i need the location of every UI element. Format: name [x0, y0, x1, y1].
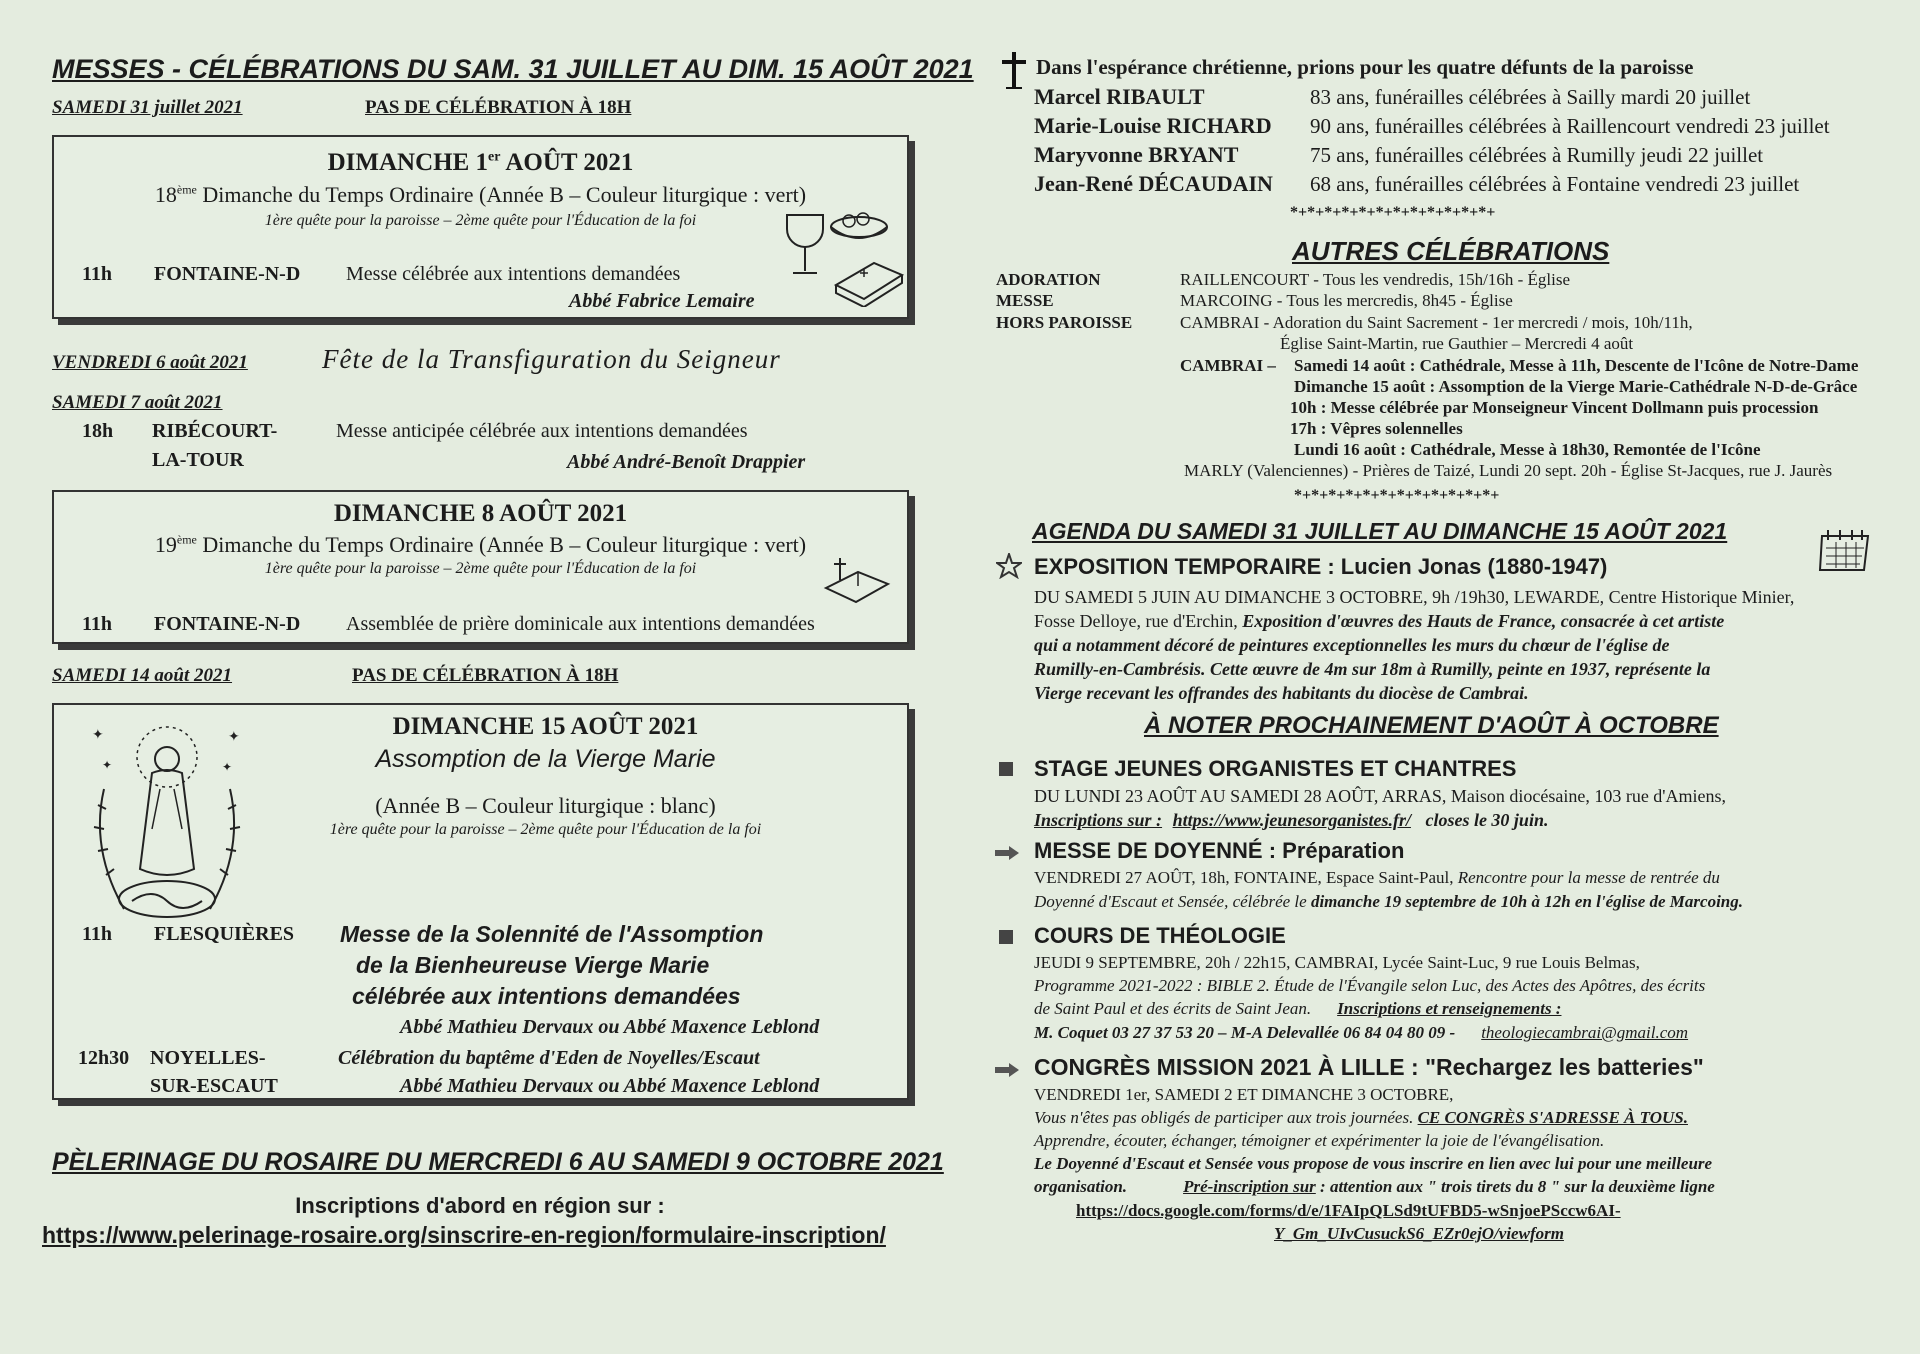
star-icon — [996, 553, 1022, 579]
fri6-feast: Fête de la Transfiguration du Seigneur — [322, 344, 781, 374]
hors-paroisse-value-2: Église Saint-Martin, rue Gauthier – Mercredi 4 août — [1280, 334, 1634, 353]
main-title: MESSES - CÉLÉBRATIONS DU SAM. 31 JUILLET AU DIM. 15 AOÛT 2021 — [52, 54, 974, 84]
svg-text:✦: ✦ — [228, 730, 240, 745]
messe-label: MESSE — [996, 291, 1054, 310]
congres-link-2[interactable]: Y_Gm_UIvCusuckS6_EZr0ejO/viewform — [1274, 1224, 1564, 1243]
arrow-bullet-icon — [994, 1062, 1020, 1078]
baptism-priest: Abbé Mathieu Dervaux ou Abbé Maxence Leblond — [400, 1075, 820, 1097]
sat7-time: 18h — [82, 420, 114, 442]
doyenne-line2: Doyenné d'Escaut et Sensée, célébrée le dimanche 19 septembre de 10h à 12h en l'église de Marcoing. — [1034, 892, 1744, 911]
theologie-title: COURS DE THÉOLOGIE — [1034, 923, 1286, 948]
sunday-8-aug-box — [52, 490, 909, 644]
pelerinage-inscriptions: Inscriptions d'abord en région sur : — [295, 1193, 665, 1218]
sat14-date: SAMEDI 14 août 2021 — [52, 665, 233, 686]
square-bullet-icon — [998, 929, 1014, 945]
expo-line3: qui a notamment décoré de peintures exceptionnelles les murs du chœur de l'église de — [1034, 635, 1670, 655]
square-bullet-icon — [998, 761, 1014, 777]
expo-line4: Rumilly-en-Cambrésis. Cette œuvre de 4m sur 18m à Rumilly, peinte en 1937, représente la — [1034, 659, 1711, 679]
assumption-time: 11h — [82, 923, 113, 945]
marly-line: MARLY (Valenciennes) - Prières de Taizé, Lundi 20 sept. 20h - Église St-Jacques, rue J. Jaurès — [1184, 461, 1833, 480]
baptism-place2: SUR-ESCAUT — [150, 1075, 278, 1097]
expo-line5: Vierge recevant les offrandes des habitants du diocèse de Cambrai. — [1034, 683, 1529, 703]
baptism-desc: Célébration du baptême d'Eden de Noyelles/Escaut — [338, 1047, 760, 1069]
cross-icon — [998, 50, 1030, 90]
defunt-info: 90 ans, funérailles célébrées à Raillencourt vendredi 23 juillet — [1310, 114, 1830, 138]
sunday-1-aug-place: FONTAINE-N-D — [154, 263, 301, 285]
bible-icon — [834, 257, 904, 307]
expo-title: EXPOSITION TEMPORAIRE : Lucien Jonas (1880-1947) — [1034, 554, 1608, 579]
sat7-date: SAMEDI 7 août 2021 — [52, 392, 223, 413]
congres-title: CONGRÈS MISSION 2021 À LILLE : "Rechargez les batteries" — [1034, 1054, 1704, 1080]
cambrai-line2: Dimanche 15 août : Assomption de la Vierge Marie-Cathédrale N-D-de-Grâce — [1294, 377, 1858, 396]
separator-stars-2: *+*+*+*+*+*+*+*+*+*+*+*+ — [1294, 487, 1500, 504]
sat7-priest: Abbé André-Benoît Drappier — [567, 451, 806, 473]
separator-stars: *+*+*+*+*+*+*+*+*+*+*+*+ — [1290, 204, 1496, 221]
doyenne-line1: VENDREDI 27 AOÛT, 18h, FONTAINE, Espace Saint-Paul, Rencontre pour la messe de rentrée du — [1034, 868, 1720, 887]
agenda-title: AGENDA DU SAMEDI 31 JUILLET AU DIMANCHE 15 AOÛT 2021 — [1032, 518, 1728, 544]
sunday-15-aug-quete: 1ère quête pour la paroisse – 2ème quête pour l'Éducation de la foi — [329, 821, 762, 838]
sat31-note: PAS DE CÉLÉBRATION À 18H — [365, 97, 632, 118]
sat7-desc: Messe anticipée célébrée aux intentions demandées — [336, 420, 748, 442]
defunt-info: 75 ans, funérailles célébrées à Rumilly jeudi 22 juillet — [1310, 143, 1764, 167]
congres-line5: organisation. Pré-inscription sur : attention aux " trois tirets du 8 " sur la deuxième ligne — [1034, 1177, 1715, 1196]
assumption-place: FLESQUIÈRES — [154, 923, 295, 945]
dove-bible-icon — [822, 554, 892, 604]
hors-paroisse-label: HORS PAROISSE — [996, 313, 1133, 332]
noter-title: À NOTER PROCHAINEMENT D'AOÛT À OCTOBRE — [1144, 712, 1719, 739]
hors-paroisse-value: CAMBRAI - Adoration du Saint Sacrement - 1er mercredi / mois, 10h/11h, — [1180, 313, 1693, 332]
assumption-line1: Messe de la Solennité de l'Assomption — [340, 921, 764, 947]
congres-line2: Vous n'êtes pas obligés de participer aux trois journées. CE CONGRÈS S'ADRESSE À TOUS. — [1034, 1108, 1688, 1127]
theologie-line4: M. Coquet 03 27 37 53 20 – M-A Delevallée 06 84 04 80 09 - theologiecambrai@gmail.com — [1034, 1023, 1689, 1042]
theologie-line1: JEUDI 9 SEPTEMBRE, 20h / 22h15, CAMBRAI, Lycée Saint-Luc, 9 rue Louis Belmas, — [1034, 953, 1640, 972]
defunt-name: Marcel RIBAULT — [1034, 84, 1205, 109]
adoration-value: RAILLENCOURT - Tous les vendredis, 15h/16h - Église — [1180, 270, 1571, 289]
sat14-note: PAS DE CÉLÉBRATION À 18H — [352, 665, 619, 686]
defunt-name: Marie-Louise RICHARD — [1034, 113, 1272, 138]
cambrai-line4: 17h : Vêpres solennelles — [1290, 419, 1463, 438]
svg-text:✦: ✦ — [222, 760, 233, 774]
baptism-time: 12h30 — [78, 1047, 130, 1069]
sunday-1-aug-subtitle: 18ème Dimanche du Temps Ordinaire (Année B – Couleur liturgique : vert) — [154, 182, 807, 207]
sunday-8-aug-place: FONTAINE-N-D — [154, 613, 301, 635]
congres-link-1[interactable]: https://docs.google.com/forms/d/e/1FAIpQLSd9tUFBD5-wSnjoePSccw6AI- — [1076, 1201, 1621, 1220]
sunday-8-aug-quete: 1ère quête pour la paroisse – 2ème quête pour l'Éducation de la foi — [264, 560, 697, 577]
congres-line1: VENDREDI 1er, SAMEDI 2 ET DIMANCHE 3 OCTOBRE, — [1034, 1085, 1454, 1104]
sat7-place1: RIBÉCOURT- — [152, 420, 278, 442]
sunday-1-aug-time: 11h — [82, 263, 113, 285]
sunday-8-aug-desc: Assemblée de prière dominicale aux intentions demandées — [346, 613, 815, 635]
sunday-1-aug-box — [52, 135, 909, 319]
sunday-1-aug-title: DIMANCHE 1er AOÛT 2021 — [327, 149, 634, 176]
pelerinage-title: PÈLERINAGE DU ROSAIRE DU MERCREDI 6 AU SAMEDI 9 OCTOBRE 2021 — [52, 1148, 944, 1176]
autres-title: AUTRES CÉLÉBRATIONS — [1292, 236, 1610, 266]
assumption-priest: Abbé Mathieu Dervaux ou Abbé Maxence Leblond — [400, 1016, 820, 1038]
stage-line1: DU LUNDI 23 AOÛT AU SAMEDI 28 AOÛT, ARRAS, Maison diocésaine, 103 rue d'Amiens, — [1034, 786, 1727, 806]
sat31-date: SAMEDI 31 juillet 2021 — [52, 97, 243, 118]
defunts-intro: Dans l'espérance chrétienne, prions pour les quatre défunts de la paroisse — [1036, 55, 1694, 79]
baptism-place1: NOYELLES- — [150, 1047, 266, 1069]
adoration-label: ADORATION — [996, 270, 1101, 289]
sunday-15-aug-title: DIMANCHE 15 AOÛT 2021 — [392, 713, 699, 740]
congres-line4: Le Doyenné d'Escaut et Sensée vous propose de vous inscrire en lien avec lui pour une meilleure — [1034, 1154, 1713, 1173]
sunday-8-aug-title: DIMANCHE 8 AOÛT 2021 — [333, 500, 628, 527]
cambrai-line1: Samedi 14 août : Cathédrale, Messe à 11h, Descente de l'Icône de Notre-Dame — [1294, 356, 1859, 375]
fri6-date: VENDREDI 6 août 2021 — [52, 352, 248, 373]
defunt-info: 83 ans, funérailles célébrées à Sailly mardi 20 juillet — [1310, 85, 1751, 109]
defunt-name: Maryvonne BRYANT — [1034, 142, 1239, 167]
assumption-line2: de la Bienheureuse Vierge Marie — [356, 952, 710, 978]
sunday-1-aug-quete: 1ère quête pour la paroisse – 2ème quête pour l'Éducation de la foi — [264, 212, 697, 229]
cambrai-line5: Lundi 16 août : Cathédrale, Messe à 18h30, Remontée de l'Icône — [1294, 440, 1761, 459]
sunday-8-aug-subtitle: 19ème Dimanche du Temps Ordinaire (Année B – Couleur liturgique : vert) — [154, 532, 807, 557]
calendar-icon — [1818, 528, 1872, 574]
theologie-email-link[interactable]: theologiecambrai@gmail.com — [1481, 1023, 1689, 1042]
cambrai-label: CAMBRAI – — [1180, 356, 1276, 375]
sat7-place2: LA-TOUR — [152, 449, 244, 471]
defunt-name: Jean-René DÉCAUDAIN — [1034, 171, 1273, 196]
sunday-15-aug-feast: Assomption de la Vierge Marie — [375, 745, 716, 773]
stage-link[interactable]: https://www.jeunesorganistes.fr/ — [1172, 810, 1411, 830]
cambrai-line3: 10h : Messe célébrée par Monseigneur Vincent Dollmann puis procession — [1290, 398, 1819, 417]
doyenne-title: MESSE DE DOYENNÉ : Préparation — [1034, 838, 1405, 863]
expo-line1: DU SAMEDI 5 JUIN AU DIMANCHE 3 OCTOBRE, 9h /19h30, LEWARDE, Centre Historique Minier, — [1034, 587, 1795, 607]
stage-line2: Inscriptions sur : https://www.jeunesorganistes.fr/ closes le 30 juin. — [1034, 810, 1549, 830]
defunt-info: 68 ans, funérailles célébrées à Fontaine vendredi 23 juillet — [1310, 172, 1800, 196]
stage-title: STAGE JEUNES ORGANISTES ET CHANTRES — [1034, 756, 1517, 781]
theologie-line3: de Saint Paul et des écrits de Saint Jean. Inscriptions et renseignements : — [1034, 999, 1562, 1018]
pelerinage-link[interactable]: https://www.pelerinage-rosaire.org/sinscrire-en-region/formulaire-inscription/ — [42, 1222, 886, 1248]
sunday-8-aug-time: 11h — [82, 613, 113, 635]
sunday-15-aug-box — [52, 703, 909, 1100]
messe-value: MARCOING - Tous les mercredis, 8h45 - Église — [1180, 291, 1513, 310]
expo-line2: Fosse Delloye, rue d'Erchin, Exposition d'œuvres des Hauts de France, consacrée à cet artiste — [1034, 611, 1725, 631]
svg-text:✦: ✦ — [102, 758, 113, 772]
congres-line3: Apprendre, écouter, échanger, témoigner et expérimenter la joie de l'évangélisation. — [1034, 1131, 1605, 1150]
svg-text:✦: ✦ — [92, 728, 104, 743]
sunday-1-aug-desc: Messe célébrée aux intentions demandées — [346, 263, 681, 285]
sunday-1-aug-priest: Abbé Fabrice Lemaire — [569, 290, 755, 312]
arrow-bullet-icon — [994, 845, 1020, 861]
assumption-line3: célébrée aux intentions demandées — [352, 983, 741, 1009]
sunday-15-aug-color: (Année B – Couleur liturgique : blanc) — [375, 793, 716, 818]
theologie-line2: Programme 2021-2022 : BIBLE 2. Étude de l'Évangile selon Luc, des Actes des Apôtres, des écrits — [1034, 976, 1706, 995]
